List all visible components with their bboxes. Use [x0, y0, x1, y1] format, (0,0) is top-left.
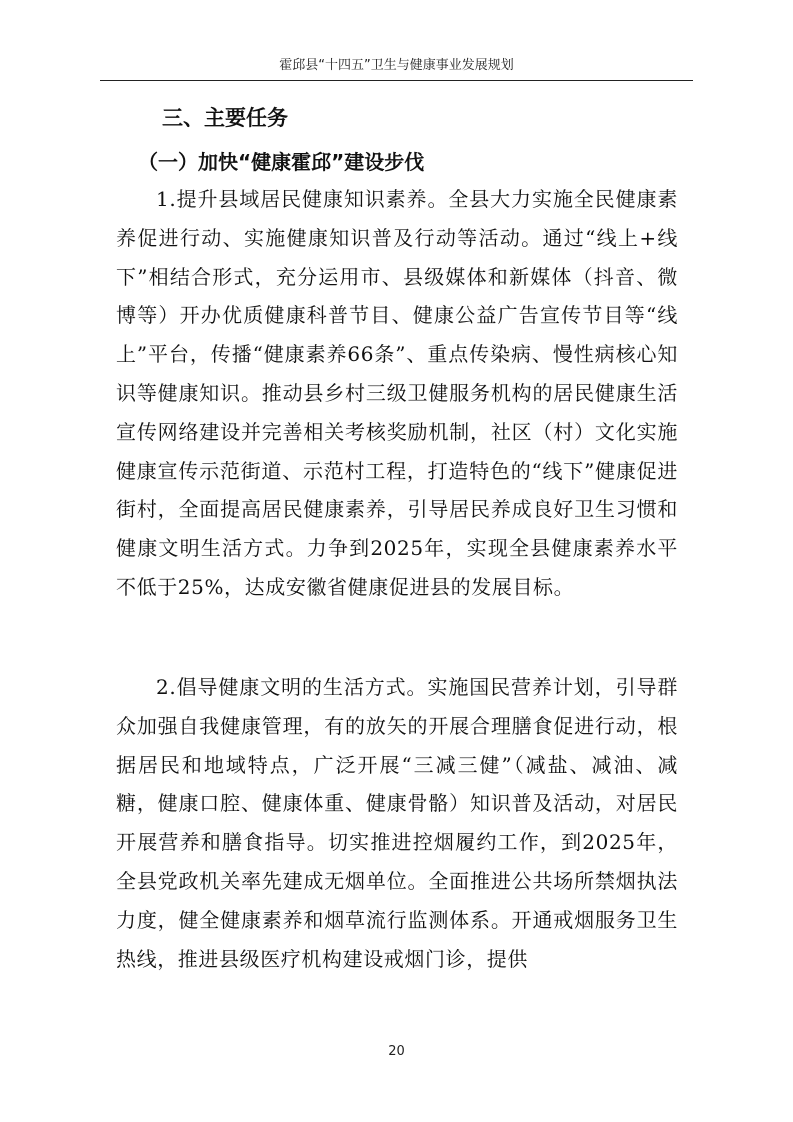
running-header: 霍邱县“十四五”卫生与健康事业发展规划 — [279, 58, 514, 73]
header-divider — [100, 80, 693, 81]
section-heading: 三、主要任务 — [162, 106, 288, 130]
paragraph-healthy-lifestyle: 2.倡导健康文明的生活方式。实施国民营养计划，引导群众加强自我健康管理，有的放矢的开展合理膳食促进行动，根据居民和地域特点，广泛开展“三减三健”（减盐、减油、减糖，健康口腔、健康体重、健康骨骼）知识普及活动，对居民开展营养和膳食指导。切实推进控烟履约工作，到2025年，全县党政机关率先建成无烟单位。全面推进公共场所禁烟执法力度，健全健康素养和烟草流行监测体系。开通戒烟服务卫生热线，推进县级医疗机构建设戒烟门诊，提供 — [116, 675, 678, 971]
paragraph-health-literacy: 1.提升县域居民健康知识素养。全县大力实施全民健康素养促进行动、实施健康知识普及行动等活动。通过“线上+线下”相结合形式，充分运用市、县级媒体和新媒体（抖音、微博等）开办优质健康科普节目、健康公益广告宣传节目等“线上”平台，传播“健康素养66条”、重点传染病、慢性病核心知识等健康知识。推动县乡村三级卫健服务机构的居民健康生活宣传网络建设并完善相关考核奖励机制，社区（村）文化实施健康宣传示范街道、示范村工程，打造特色的“线下”健康促进街村，全面提高居民健康素养，引导居民养成良好卫生习惯和健康文明生活方式。力争到2025年，实现全县健康素养水平不低于25%，达成安徽省健康促进县的发展目标。 — [116, 187, 678, 599]
page-number: 20 — [388, 1044, 405, 1059]
subsection-heading: （一）加快“健康霍邱”建设步伐 — [138, 150, 425, 174]
